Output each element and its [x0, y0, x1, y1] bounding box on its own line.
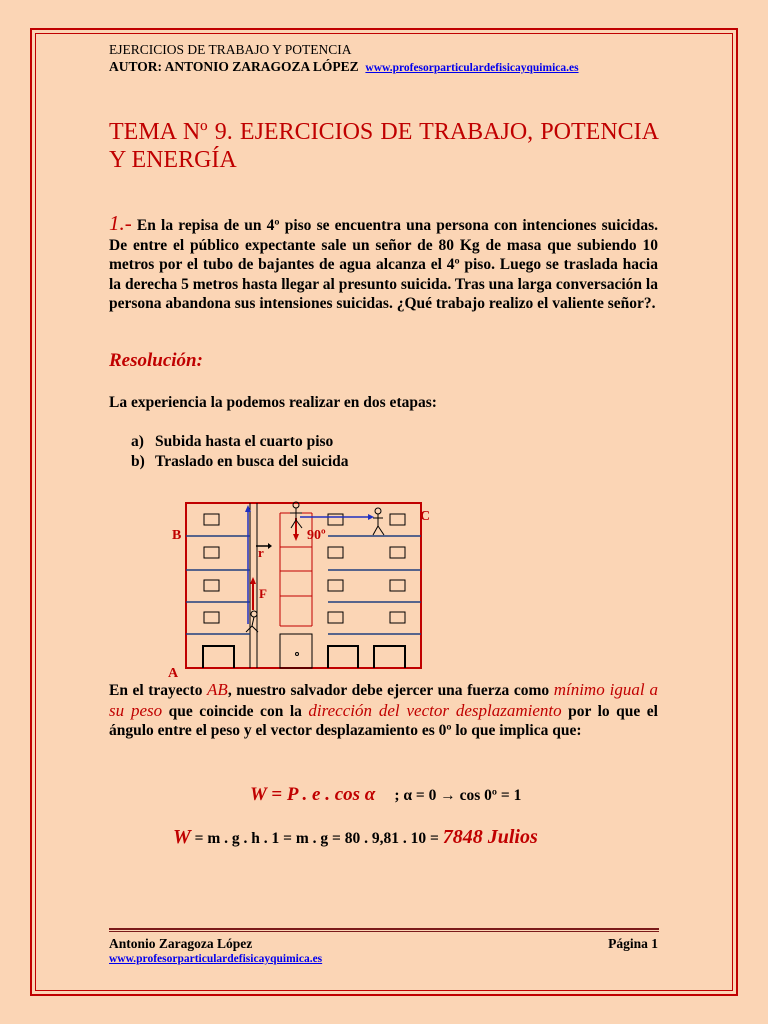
equation-result: W = m . g . h . 1 = m . g = 80 . 9,81 . 10 = 7848 Julios	[173, 826, 538, 848]
label-b: B	[172, 528, 182, 543]
label-r: r	[258, 545, 264, 560]
equation-work: W = P . e . cos α ; α = 0 → cos 0º = 1	[250, 784, 522, 805]
footer-divider	[109, 928, 659, 930]
building-diagram	[168, 498, 438, 683]
step-b: b) Traslado en busca del suicida	[131, 453, 349, 470]
label-force: F	[259, 586, 267, 601]
page-title: TEMA Nº 9. EJERCICIOS DE TRABAJO, POTENCIA Y ENERGÍA	[109, 119, 659, 173]
footer-divider-thin	[109, 931, 659, 932]
exercise-number: 1.-	[109, 211, 132, 235]
explanation: En el trayecto AB, nuestro salvador debe ejercer una fuerza como mínimo igual a su peso que coincide con la dirección del vector desplazamiento por lo que el ángulo entre el peso y el vector desplazamiento es 0º lo que implica que:	[109, 680, 658, 740]
resolution-intro: La experiencia la podemos realizar en dos etapas:	[109, 394, 437, 411]
step-a: a) Subida hasta el cuarto piso	[131, 433, 334, 450]
footer-link[interactable]: www.profesorparticulardefisicayquimica.es	[109, 953, 323, 965]
header-link[interactable]: www.profesorparticulardefisicayquimica.es	[365, 62, 579, 74]
header-author: AUTOR: ANTONIO ZARAGOZA LÓPEZ www.profesorparticulardefisicayquimica.es	[109, 59, 579, 74]
header-title: EJERCICIOS DE TRABAJO Y POTENCIA	[109, 42, 352, 57]
label-a: A	[168, 666, 179, 681]
label-c: C	[420, 509, 431, 524]
label-angle: 90º	[307, 528, 326, 543]
resolution-heading: Resolución:	[109, 350, 203, 371]
footer-author: Antonio Zaragoza López	[109, 936, 253, 951]
exercise-statement: 1.- En la repisa de un 4º piso se encuentra una persona con intenciones suicidas. De entre el público expectante sale un señor de 80 Kg de masa que subiendo 10 metros por el tubo de bajantes de agua alcanza el 4º piso. Luego se traslada hacia la derecha 5 metros hasta llegar al presunto suicida. Tras una larga conversación la persona abandona sus intensiones suicidas. ¿Qué trabajo realizo el valiente señor?.	[109, 211, 658, 313]
page-number: Página 1	[608, 936, 658, 951]
